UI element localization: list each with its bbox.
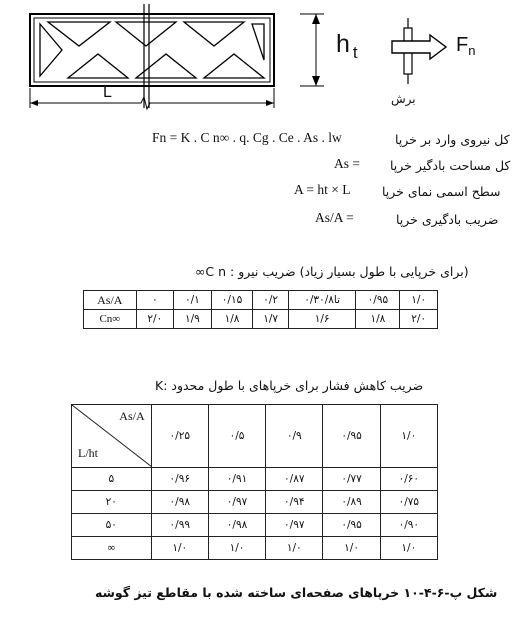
table1-cell: ۱/۶ [288, 310, 356, 329]
truss-diagram [0, 0, 520, 112]
formula-nominal-area: A = ht × L [294, 182, 351, 197]
table2-row-label: ∞ [72, 537, 152, 560]
fn-subscript: n [468, 43, 476, 58]
table1-cell: ۰/۱ [174, 291, 212, 310]
table1-row-label: Cn∞ [84, 310, 137, 329]
table2-cell: ۰/۹۰ [380, 514, 437, 537]
reduction-factor-table [71, 404, 438, 560]
formula-force: Fn = K . C n∞ . q. Cg . Ce . As . lw [152, 130, 342, 145]
label-total-area: کل مساحت بادگیر خرپا [390, 158, 511, 173]
truss-openings [40, 22, 264, 78]
table2-cell: ۱/۰ [151, 537, 208, 560]
table2-header-row [72, 405, 438, 468]
label-nominal-area: سطح اسمی نمای خرپا [382, 184, 501, 199]
ht-letter: h [336, 30, 350, 58]
table2-cell: ۰/۹۱ [208, 468, 265, 491]
table1-cell: ۰/۲ [253, 291, 288, 310]
table1-cell: ۱/۷ [253, 310, 288, 329]
table2-cell: ۰/۹۵ [323, 514, 380, 537]
table2-cell: ۰/۹۴ [266, 491, 323, 514]
shear-label: برش [391, 92, 416, 106]
table2-cell: ۰/۷۷ [323, 468, 380, 491]
table1-cell: ۰/۹۵ [356, 291, 400, 310]
table1-cell: ۰ [136, 291, 174, 310]
table1-header-label: As/A [84, 291, 137, 310]
table2-cell: ۰/۶۰ [380, 468, 437, 491]
fn-label [456, 34, 475, 57]
table2-row-label: ۵۰ [72, 514, 152, 537]
table2-cell: ۰/۷۵ [380, 491, 437, 514]
table1-cell: ۱/۰ [400, 291, 438, 310]
table2-cell: ۰/۹۹ [151, 514, 208, 537]
table2-col-header: ۰/۹۵ [323, 405, 380, 468]
table2-col-header: ۰/۹ [266, 405, 323, 468]
ht-label [336, 30, 358, 62]
formula-area: As = [334, 156, 360, 171]
table2-cell: ۰/۸۷ [266, 468, 323, 491]
table2-row [72, 468, 438, 491]
table2-cell: ۱/۰ [266, 537, 323, 560]
table2-caption: ضریب کاهش فشار برای خرپاهای با طول محدود :K [155, 378, 424, 393]
label-total-force: کل نیروی وارد بر خرپا [395, 132, 510, 147]
table2-row [72, 491, 438, 514]
table1-caption: (برای خرپایی با طول بسیار زیاد) ضریب نیرو : C n∞ [195, 264, 469, 279]
table2-row-label: ۲۰ [72, 491, 152, 514]
corner-top-label: As/A [119, 409, 145, 423]
table2-cell: ۰/۹۶ [151, 468, 208, 491]
table2-cell: ۰/۹۸ [151, 491, 208, 514]
table2-cell: ۰/۹۸ [208, 514, 265, 537]
table2-row [72, 514, 438, 537]
table1-cell: ۲/۰ [136, 310, 174, 329]
table1-cell: ۱/۸ [211, 310, 253, 329]
truss-frame [30, 14, 274, 86]
L-label: L [103, 84, 112, 101]
table2-cell: ۰/۸۹ [323, 491, 380, 514]
table1-cell: ۲/۰ [400, 310, 438, 329]
table2-col-header: ۰/۲۵ [151, 405, 208, 468]
table2-row [72, 537, 438, 560]
force-coefficient-table [83, 290, 438, 329]
force-arrow [392, 35, 446, 59]
corner-bottom-label: L/ht [78, 446, 98, 460]
table2-cell: ۱/۰ [208, 537, 265, 560]
truss-frame-inner [34, 18, 270, 82]
label-solidity: ضریب بادگیری خرپا [396, 212, 499, 227]
table2-cell: ۱/۰ [323, 537, 380, 560]
table1-cell: ۰/۱۵ [211, 291, 253, 310]
fn-letter: F [456, 34, 469, 56]
table2-cell: ۰/۹۷ [208, 491, 265, 514]
ht-subscript: t [352, 43, 358, 62]
table2-corner-cell [72, 405, 152, 468]
table1-cell: ۰/۳تا۰/۸ [288, 291, 356, 310]
table2-cell: ۱/۰ [380, 537, 437, 560]
figure-caption: شکل پ-۶-۴-۱۰ خرپاهای صفحه‌ای ساخته شده با مقاطع تیز گوشه [95, 585, 498, 600]
table2-col-header: ۱/۰ [380, 405, 437, 468]
formula-solidity: As/A = [315, 210, 354, 225]
table1-value-row [84, 310, 438, 329]
table2-col-header: ۰/۵ [208, 405, 265, 468]
table1-cell: ۱/۹ [174, 310, 212, 329]
table2-cell: ۰/۹۷ [266, 514, 323, 537]
table1-header-row [84, 291, 438, 310]
table1-cell: ۱/۸ [356, 310, 400, 329]
table2-row-label: ۵ [72, 468, 152, 491]
